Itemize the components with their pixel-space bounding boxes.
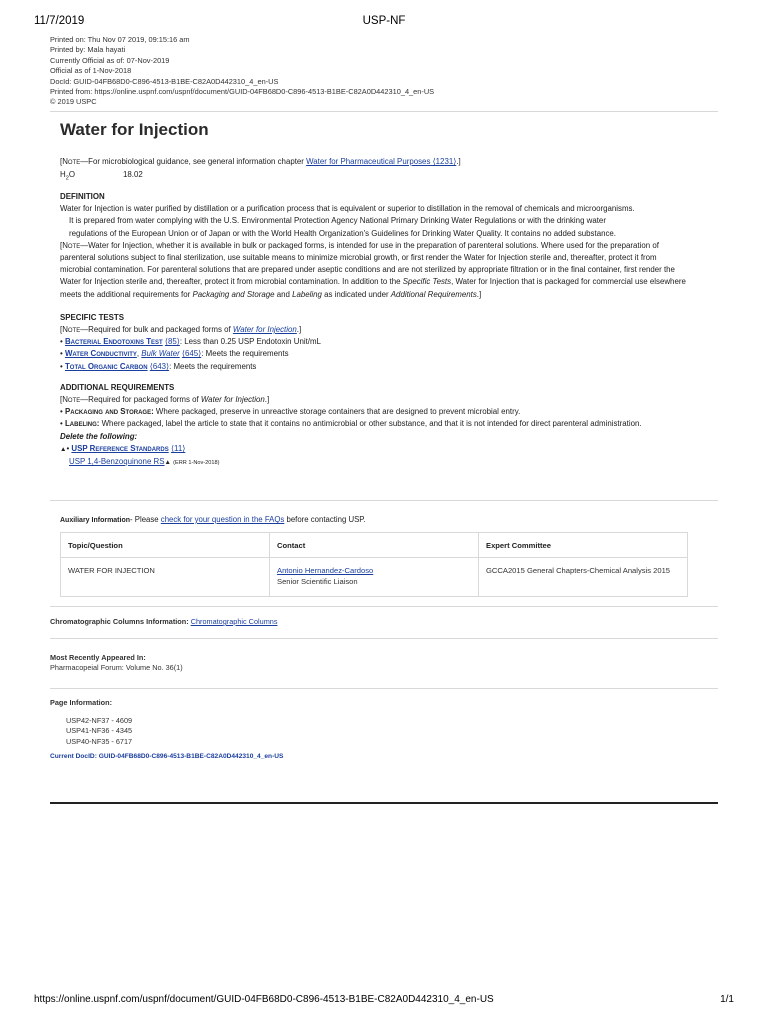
printed-on: Printed on: Thu Nov 07 2019, 09:15:16 am <box>50 35 190 44</box>
page-information-list <box>66 716 132 747</box>
print-metadata <box>50 35 434 108</box>
divider <box>50 688 718 689</box>
column-header-topic: Topic/Question <box>61 533 270 558</box>
labeling: • Labeling: Where packaged, label the article to state that it contains no antimicrobial or other substance, and that it is not intended for direct parenteral administration. <box>60 419 642 429</box>
definition-note: [Note—Water for Injection, whether it is available in bulk or packaged forms, is intended for use in the preparation of parenteral solutions. Where used for the preparation of parenteral solutions subject to final sterilization, use suitable means to minimize microbial growth, or first render the Water for Injection sterile and, thereafter, protect it from microbial contamination. For parenteral solutions that are prepared under aseptic conditions and are not sterilized by appropriate filtration or in the final container, first render the Water for Injection sterile and, thereafter, protect it from microbial contamination. In addition to the Specific Tests, Water for Injection that is packaged for commercial use elsewhere meets the additional requirements for Packaging and Storage and Labeling as indicated under Additional Requirements.] <box>60 240 686 299</box>
reference-standard-item <box>60 456 688 469</box>
formula: $H_2O$ <box>60 170 75 182</box>
delete-following: Delete the following: <box>60 431 138 441</box>
delete-end-icon: ▲ <box>164 459 171 467</box>
cell-contact <box>270 558 479 597</box>
total-organic-carbon-link[interactable]: Total Organic Carbon <box>64 361 148 371</box>
auxiliary-label: Auxiliary Information <box>60 517 131 524</box>
cell-topic: WATER FOR INJECTION <box>61 558 270 597</box>
bacterial-endotoxins-link[interactable]: Bacterial Endotoxins Test <box>64 337 163 347</box>
list-item: USP40-NF35 - 6717 <box>66 736 133 746</box>
reference-standards: ▲• USP Reference Standards ⟨11⟩ <box>60 443 186 453</box>
column-header-contact: Contact <box>270 533 479 558</box>
benzoquinone-rs-link[interactable]: USP 1,4-Benzoquinone RS <box>69 457 165 467</box>
definition-text: Water for Injection is water purified by distillation or a purification process that is equivalent or superior to distillation in the removal of chemicals and microorganisms. <box>60 204 635 214</box>
table-row <box>61 558 688 597</box>
cell-committee: GCCA2015 General Chapters-Chemical Analysis 2015 <box>479 558 688 597</box>
contact-name-link[interactable]: Antonio Hernandez-Cardoso <box>277 566 374 575</box>
divider <box>50 638 718 639</box>
intro-note: [Note—For microbiological guidance, see general information chapter Water for Pharmaceutical Purposes ⟨1231⟩.] <box>60 157 461 166</box>
printed-from: Printed from: https://online.uspnf.com/uspnf/document/GUID-04FB68D0-C896-4513-B1BE-C82A0D442310_4_en-US <box>50 87 435 97</box>
page-information-label: Page Information: <box>50 698 113 707</box>
print-date: 11/7/2019 <box>34 15 85 27</box>
list-item: USP42-NF37 - 4609 <box>66 716 133 725</box>
copyright: © 2019 USPC <box>50 97 97 107</box>
molecular-weight: 18.02 <box>122 170 143 180</box>
auxiliary-information: Auxiliary Information- Please check for your question in the FAQs before contacting USP. <box>60 515 366 524</box>
bulk-water-link[interactable]: Bulk Water <box>141 349 180 359</box>
chapter-643-link[interactable]: ⟨643⟩ <box>149 361 170 371</box>
packaging-storage: • Packaging and Storage: Where packaged, preserve in unreactive storage containers that are designed to prevent microbial entry. <box>60 407 521 417</box>
errata-note: (ERR 1-Nov-2018) <box>173 460 220 467</box>
faq-link[interactable]: check for your question in the FAQs <box>160 515 285 524</box>
definition-text-3: regulations of the European Union or of Japan or with the World Health Organization's Guidelines for Drinking Water Quality. It contains no added substance. <box>69 228 616 238</box>
definition-text-2: It is prepared from water complying with the U.S. Environmental Protection Agency National Primary Drinking Water Regulations or with the drinking water <box>69 216 606 226</box>
specific-tests-heading: SPECIFIC TESTS <box>60 312 125 322</box>
monograph-title: Water for Injection <box>60 120 209 139</box>
printed-by: Printed by: Mala hayati <box>50 45 126 55</box>
official-as-of: Official as of 1-Nov-2018 <box>50 66 132 76</box>
test-bacterial-endotoxins: • Bacterial Endotoxins Test ⟨85⟩: Less than 0.25 USP Endotoxin Unit/mL <box>60 337 321 347</box>
print-title: USP-NF <box>362 15 406 27</box>
chapter-85-link[interactable]: ⟨85⟩ <box>164 337 180 347</box>
table-header-row <box>61 533 688 558</box>
recently-appeared-label: Most Recently Appeared In: <box>50 653 146 662</box>
chemical-formula <box>60 169 688 185</box>
additional-requirements-heading: ADDITIONAL REQUIREMENTS <box>60 382 175 392</box>
monograph-body <box>60 156 688 469</box>
column-header-committee: Expert Committee <box>479 533 688 558</box>
chapter-645-link[interactable]: ⟨645⟩ <box>181 349 202 359</box>
chapter-11-link[interactable]: ⟨11⟩ <box>170 443 186 453</box>
definition-heading: DEFINITION <box>60 191 105 201</box>
doc-id: DocId: GUID-04FB68D0-C896-4513-B1BE-C82A0D442310_4_en-US <box>50 76 279 86</box>
test-total-organic-carbon: • Total Organic Carbon ⟨643⟩: Meets the requirements <box>60 361 257 371</box>
chromatographic-columns-link[interactable]: Chromatographic Columns <box>190 617 278 626</box>
currently-official: Currently Official as of: 07-Nov-2019 <box>50 55 170 65</box>
current-docid: Current DocID: GUID-04FB68D0-C896-4513-B1BE-C82A0D442310_4_en-US <box>50 753 284 760</box>
contact-table <box>60 532 688 597</box>
bottom-rule <box>50 802 718 804</box>
footer-page-number: 1/1 <box>720 994 734 1005</box>
recently-appeared-value: Pharmacopeial Forum: Volume No. 36(1) <box>50 663 183 672</box>
list-item: USP41-NF36 - 4345 <box>66 726 133 736</box>
test-water-conductivity: • Water Conductivity, Bulk Water ⟨645⟩: Meets the requirements <box>60 349 289 359</box>
delete-start-icon: ▲ <box>60 445 67 453</box>
additional-note: [Note—Required for packaged forms of Water for Injection.] <box>60 395 270 405</box>
water-pharma-purposes-link[interactable]: Water for Pharmaceutical Purposes ⟨1231⟩ <box>306 157 457 166</box>
chromatographic-info: Chromatographic Columns Information: Chromatographic Columns <box>50 617 278 626</box>
reference-standards-link[interactable]: USP Reference Standards <box>71 443 169 453</box>
water-conductivity-link[interactable]: Water Conductivity <box>64 349 137 359</box>
contact-title: Senior Scientific Liaison <box>277 577 358 586</box>
specific-tests-note: [Note—Required for bulk and packaged forms of Water for Injection.] <box>60 325 302 335</box>
water-for-injection-link[interactable]: Water for Injection <box>232 325 297 335</box>
divider <box>50 606 718 607</box>
footer-url: https://online.uspnf.com/uspnf/document/GUID-04FB68D0-C896-4513-B1BE-C82A0D442310_4_en-US <box>34 994 494 1005</box>
